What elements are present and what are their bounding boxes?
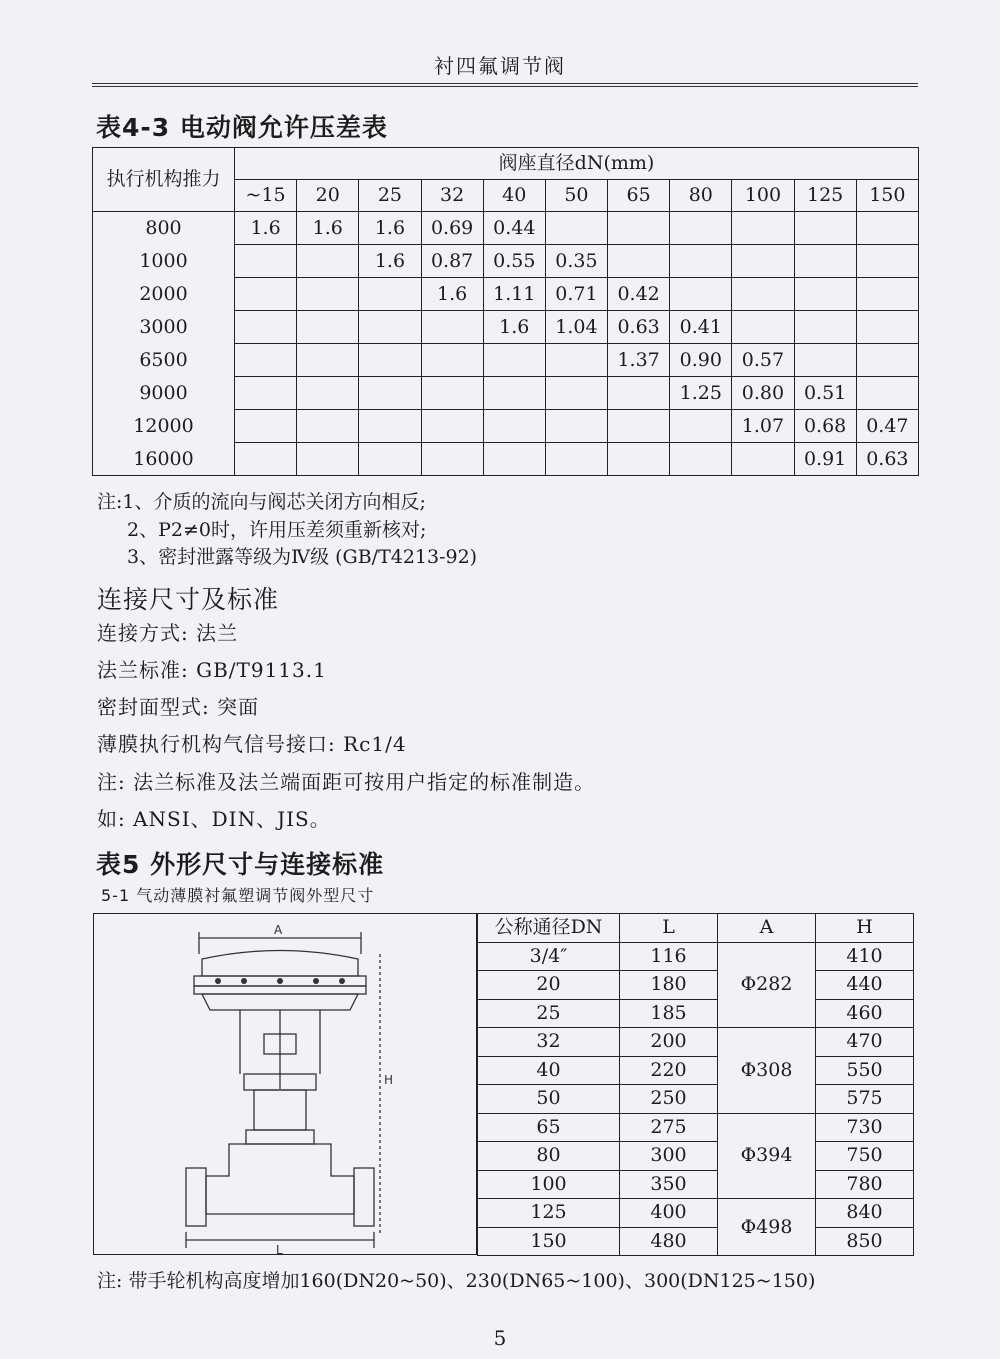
dn-cell: 20 <box>478 971 620 1000</box>
dimensions-header-cell: A <box>718 914 816 943</box>
value-cell <box>421 410 483 443</box>
table-row <box>478 1028 914 1057</box>
row-header-label: 执行机构推力 <box>106 168 221 191</box>
value-cell <box>235 443 297 476</box>
dn-cell: 125 <box>478 1199 620 1228</box>
col-header: 65 <box>608 180 670 212</box>
table43-title: 表4-3 电动阀允许压差表 <box>96 113 388 142</box>
diaphragm-flange-lower <box>194 986 366 994</box>
value-cell: 0.71 <box>545 278 607 311</box>
l-cell: 200 <box>620 1028 718 1057</box>
dn-cell: 32 <box>478 1028 620 1057</box>
value-cell: 1.6 <box>421 278 483 311</box>
table-row <box>478 1170 914 1199</box>
value-cell <box>670 443 732 476</box>
dn-cell: 100 <box>478 1170 620 1199</box>
valve-drawing-icon <box>94 914 478 1256</box>
table-row <box>93 311 919 344</box>
value-cell <box>235 344 297 377</box>
h-cell: 750 <box>816 1142 914 1171</box>
value-cell <box>297 410 359 443</box>
pressure-diff-table <box>92 147 919 476</box>
table-row <box>478 1142 914 1171</box>
diaphragm-bottom <box>202 994 358 1010</box>
row-header-cell <box>93 148 235 212</box>
value-cell <box>297 377 359 410</box>
h-cell: 575 <box>816 1085 914 1114</box>
table-row <box>478 1199 914 1228</box>
a-cell: Φ282 <box>718 942 816 1028</box>
value-cell <box>297 245 359 278</box>
value-cell <box>856 212 918 245</box>
value-cell: 1.6 <box>359 245 421 278</box>
bonnet <box>254 1090 306 1130</box>
flange-note: 注: 法兰标准及法兰端面距可按用户指定的标准制造。 <box>97 770 596 794</box>
table-row <box>478 942 914 971</box>
value-cell <box>235 311 297 344</box>
dn-cell: 25 <box>478 999 620 1028</box>
flange-examples: 如: ANSI、DIN、JIS。 <box>97 807 331 831</box>
value-cell <box>297 443 359 476</box>
dn-cell: 150 <box>478 1227 620 1256</box>
value-cell: 0.44 <box>483 212 545 245</box>
h-cell: 440 <box>816 971 914 1000</box>
value-cell <box>421 443 483 476</box>
value-cell <box>608 212 670 245</box>
l-cell: 116 <box>620 942 718 971</box>
col-header: 32 <box>421 180 483 212</box>
a-cell: Φ308 <box>718 1028 816 1114</box>
value-cell <box>608 443 670 476</box>
value-cell <box>359 443 421 476</box>
signal-port: 薄膜执行机构气信号接口: Rc1/4 <box>97 732 407 756</box>
value-cell: 0.69 <box>421 212 483 245</box>
value-cell: 1.6 <box>235 212 297 245</box>
force-cell: 12000 <box>93 410 235 443</box>
dimensions-header-cell: H <box>816 914 914 943</box>
h-cell: 550 <box>816 1056 914 1085</box>
value-cell <box>545 443 607 476</box>
value-cell: 1.6 <box>359 212 421 245</box>
dimensions-header-row <box>478 914 914 943</box>
value-cell <box>359 410 421 443</box>
value-cell <box>359 278 421 311</box>
flange-left <box>186 1168 206 1226</box>
h-cell: 470 <box>816 1028 914 1057</box>
value-cell <box>856 245 918 278</box>
value-cell <box>359 311 421 344</box>
force-cell: 2000 <box>93 278 235 311</box>
l-cell: 480 <box>620 1227 718 1256</box>
page-header-title: 衬四氟调节阀 <box>434 54 566 78</box>
value-cell <box>856 311 918 344</box>
table-row <box>93 245 919 278</box>
value-cell <box>732 245 794 278</box>
connection-title: 连接尺寸及标准 <box>97 585 280 614</box>
value-cell <box>608 377 670 410</box>
value-cell: 1.37 <box>608 344 670 377</box>
note-3: 3、密封泄露等级为Ⅳ级 (GB/T4213-92) <box>127 546 478 568</box>
table-row <box>478 1113 914 1142</box>
l-cell: 300 <box>620 1142 718 1171</box>
connection-method: 连接方式: 法兰 <box>97 621 239 645</box>
valve-diagram-box <box>93 913 477 1255</box>
value-cell <box>794 212 856 245</box>
value-cell: 1.11 <box>483 278 545 311</box>
value-cell <box>794 278 856 311</box>
force-cell: 3000 <box>93 311 235 344</box>
value-cell: 1.25 <box>670 377 732 410</box>
handwheel-note: 注: 带手轮机构高度增加160(DN20~50)、230(DN65~100)、300(DN125~150) <box>97 1270 816 1292</box>
h-cell: 850 <box>816 1227 914 1256</box>
h-cell: 840 <box>816 1199 914 1228</box>
note-2: 2、P2≠0时，许用压差须重新核对; <box>127 519 427 541</box>
value-cell: 1.07 <box>732 410 794 443</box>
value-cell: 0.90 <box>670 344 732 377</box>
value-cell <box>608 245 670 278</box>
col-group-header: 阀座直径dN(mm) <box>235 148 919 180</box>
value-cell <box>545 377 607 410</box>
value-cell <box>235 245 297 278</box>
value-cell <box>794 311 856 344</box>
dim-h-label: H <box>384 1073 394 1087</box>
value-cell <box>670 245 732 278</box>
value-cell <box>297 344 359 377</box>
value-cell <box>545 410 607 443</box>
value-cell: 0.55 <box>483 245 545 278</box>
value-cell: 0.51 <box>794 377 856 410</box>
value-cell <box>235 278 297 311</box>
note-1: 注:1、介质的流向与阀芯关闭方向相反; <box>97 491 426 513</box>
col-header: 50 <box>545 180 607 212</box>
value-cell: 0.42 <box>608 278 670 311</box>
value-cell: 0.87 <box>421 245 483 278</box>
value-cell: 0.47 <box>856 410 918 443</box>
value-cell <box>608 410 670 443</box>
table-row <box>93 278 919 311</box>
dim-l-label: L <box>276 1243 283 1256</box>
col-header: 20 <box>297 180 359 212</box>
flange-right <box>354 1168 374 1226</box>
dimensions-header-cell: L <box>620 914 718 943</box>
header-rule <box>92 83 918 87</box>
dimensions-header-cell: 公称通径DN <box>478 914 620 943</box>
value-cell <box>483 410 545 443</box>
table-row <box>93 410 919 443</box>
value-cell <box>235 410 297 443</box>
value-cell: 0.57 <box>732 344 794 377</box>
value-cell <box>732 311 794 344</box>
dn-cell: 80 <box>478 1142 620 1171</box>
table-row <box>93 443 919 476</box>
col-header: 40 <box>483 180 545 212</box>
bonnet-flange <box>246 1130 314 1144</box>
value-cell <box>545 344 607 377</box>
l-cell: 275 <box>620 1113 718 1142</box>
dn-cell: 65 <box>478 1113 620 1142</box>
dn-cell: 50 <box>478 1085 620 1114</box>
value-cell <box>483 344 545 377</box>
force-cell: 9000 <box>93 377 235 410</box>
table-row <box>478 971 914 1000</box>
value-cell <box>297 311 359 344</box>
table-row <box>478 1056 914 1085</box>
table-row <box>93 212 919 245</box>
h-cell: 410 <box>816 942 914 971</box>
sealing-face-type: 密封面型式: 突面 <box>97 695 260 719</box>
value-cell <box>421 311 483 344</box>
h-cell: 780 <box>816 1170 914 1199</box>
h-cell: 460 <box>816 999 914 1028</box>
value-cell <box>421 344 483 377</box>
table-row <box>478 1227 914 1256</box>
force-cell: 16000 <box>93 443 235 476</box>
diaphragm-top <box>202 951 358 977</box>
value-cell <box>856 278 918 311</box>
value-cell: 0.91 <box>794 443 856 476</box>
table5-title: 表5 外形尺寸与连接标准 <box>96 850 385 879</box>
value-cell <box>421 377 483 410</box>
value-cell <box>483 443 545 476</box>
force-cell: 1000 <box>93 245 235 278</box>
value-cell <box>670 278 732 311</box>
l-cell: 400 <box>620 1199 718 1228</box>
value-cell <box>794 344 856 377</box>
table-row <box>93 344 919 377</box>
value-cell <box>297 278 359 311</box>
value-cell: 0.41 <box>670 311 732 344</box>
value-cell <box>794 245 856 278</box>
value-cell <box>359 377 421 410</box>
dim-a-label: A <box>274 923 283 937</box>
value-cell <box>235 377 297 410</box>
l-cell: 220 <box>620 1056 718 1085</box>
page-number: 5 <box>493 1326 507 1350</box>
table-row <box>478 1085 914 1114</box>
col-header: 125 <box>794 180 856 212</box>
l-cell: 350 <box>620 1170 718 1199</box>
value-cell <box>545 212 607 245</box>
value-cell: 1.04 <box>545 311 607 344</box>
value-cell <box>483 377 545 410</box>
a-cell: Φ394 <box>718 1113 816 1199</box>
a-cell: Φ498 <box>718 1199 816 1256</box>
value-cell: 0.63 <box>608 311 670 344</box>
value-cell: 0.35 <box>545 245 607 278</box>
flange-standard: 法兰标准: GB/T9113.1 <box>97 658 327 682</box>
col-header: 80 <box>670 180 732 212</box>
value-cell: 1.6 <box>483 311 545 344</box>
l-cell: 250 <box>620 1085 718 1114</box>
dimensions-table <box>477 913 914 1256</box>
table-row <box>93 377 919 410</box>
value-cell <box>359 344 421 377</box>
h-cell: 730 <box>816 1113 914 1142</box>
l-cell: 180 <box>620 971 718 1000</box>
dn-cell: 40 <box>478 1056 620 1085</box>
col-header: ~15 <box>235 180 297 212</box>
table-row <box>478 999 914 1028</box>
force-cell: 800 <box>93 212 235 245</box>
value-cell: 1.6 <box>297 212 359 245</box>
col-header: 25 <box>359 180 421 212</box>
force-cell: 6500 <box>93 344 235 377</box>
value-cell: 0.63 <box>856 443 918 476</box>
value-cell: 0.80 <box>732 377 794 410</box>
col-header: 150 <box>856 180 918 212</box>
value-cell <box>732 212 794 245</box>
value-cell: 0.68 <box>794 410 856 443</box>
value-cell <box>732 278 794 311</box>
table5-subtitle: 5-1 气动薄膜衬氟塑调节阀外型尺寸 <box>101 886 375 905</box>
value-cell <box>732 443 794 476</box>
value-cell <box>670 410 732 443</box>
value-cell <box>670 212 732 245</box>
value-cell <box>856 377 918 410</box>
dn-cell: 3/4″ <box>478 942 620 971</box>
value-cell <box>856 344 918 377</box>
l-cell: 185 <box>620 999 718 1028</box>
col-header: 100 <box>732 180 794 212</box>
valve-body <box>206 1144 354 1214</box>
